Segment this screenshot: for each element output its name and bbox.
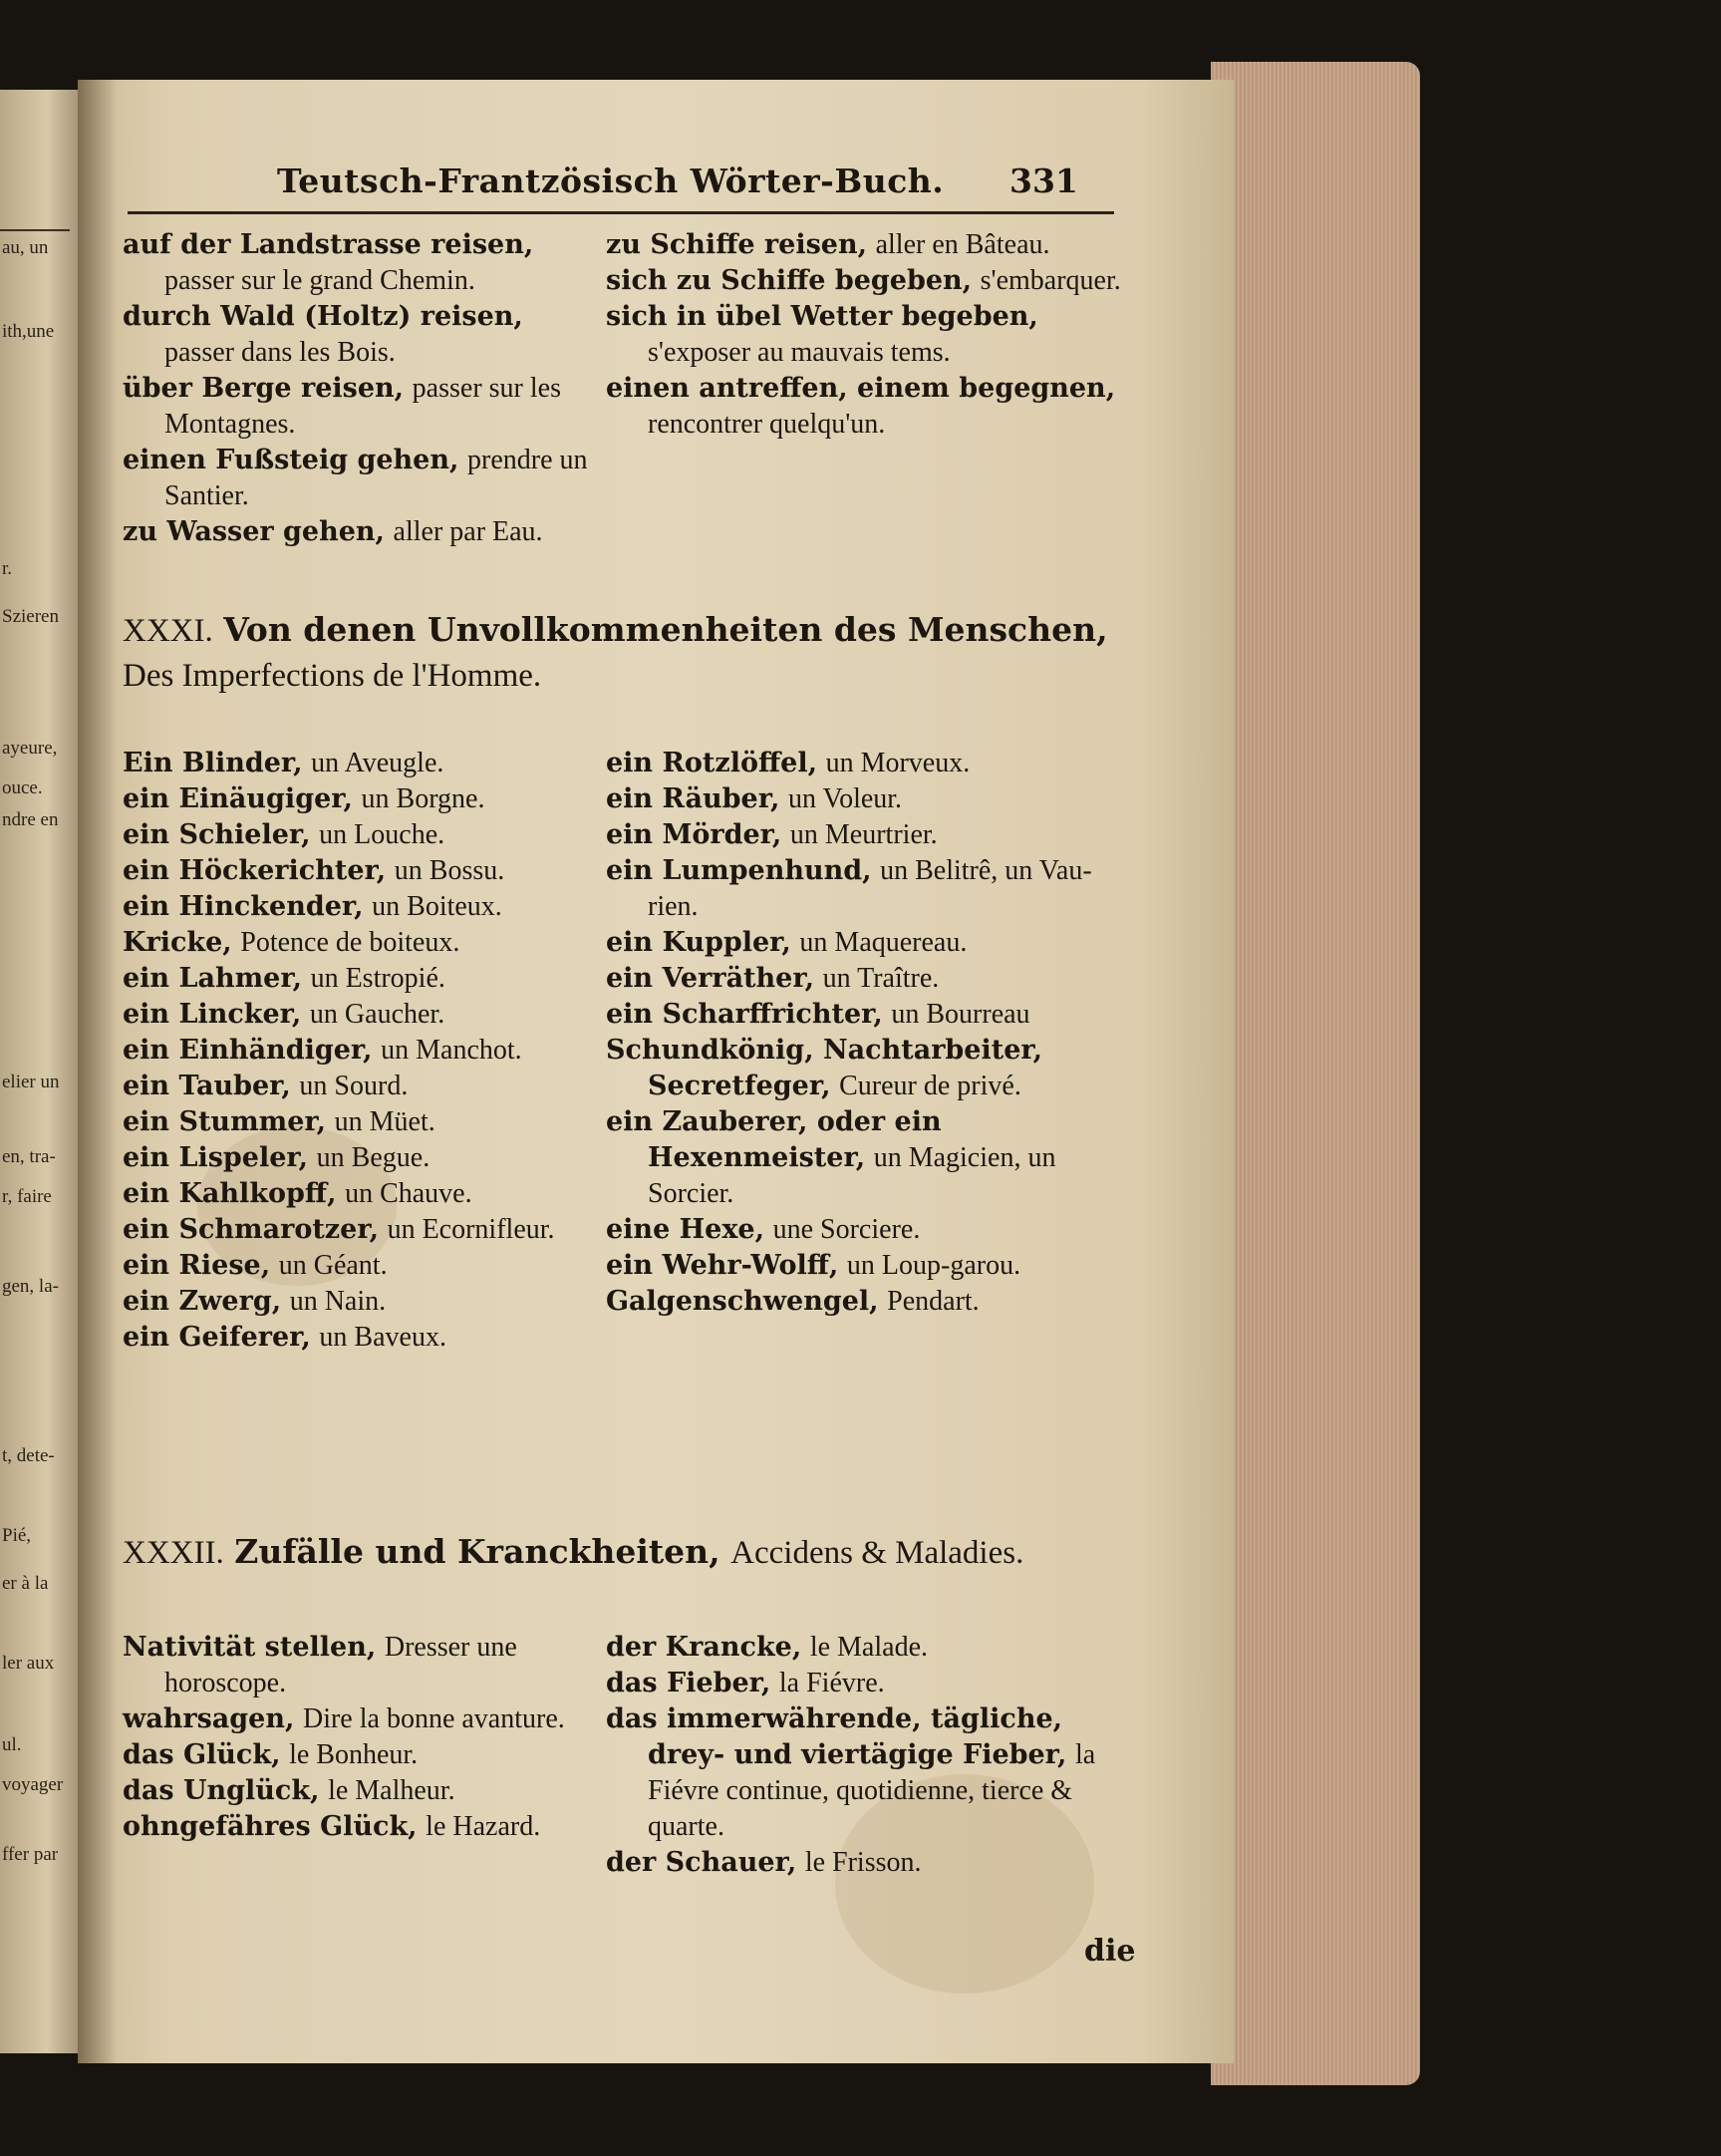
section-30-right-column [606, 227, 1124, 443]
facing-page-text: gen, la- [2, 1276, 59, 1297]
french-term: le Malade. [809, 1632, 928, 1663]
dictionary-entry [606, 1033, 1124, 1104]
running-head-title: Teutsch-Frantzösisch Wörter-Buch. [277, 161, 945, 200]
french-term: Potence de boiteux. [240, 927, 460, 958]
dictionary-entry [123, 997, 591, 1033]
dictionary-entry [606, 961, 1124, 997]
french-term: un Müet. [334, 1106, 435, 1137]
section-title-german: Von denen Unvollkommenheiten des Menschen, [223, 610, 1108, 649]
facing-page-text: ul. [2, 1734, 22, 1755]
dictionary-entry [606, 1666, 1124, 1701]
french-term: un Baveux. [319, 1322, 446, 1353]
german-term: das Unglück, [123, 1775, 320, 1806]
french-term: un Sourd. [299, 1071, 409, 1101]
spine-shadow [78, 80, 118, 2063]
french-term: Pendart. [887, 1286, 980, 1317]
french-term: aller par Eau. [393, 516, 543, 547]
header-rule [128, 211, 1114, 214]
german-term: ein Schmarotzer, [123, 1214, 379, 1245]
section-32-left-column [123, 1630, 591, 1845]
facing-page-text: ndre en [2, 809, 59, 830]
french-term: un Géant. [278, 1250, 388, 1281]
german-term: ein Höckerichter, [123, 855, 387, 886]
section-30-left-column [123, 227, 591, 550]
german-term: ein Tauber, [123, 1071, 291, 1101]
german-term: ein Kuppler, [606, 927, 791, 958]
section-title-french: Accidens & Maladies. [730, 1535, 1024, 1571]
facing-page-rule [0, 229, 70, 231]
german-term: zu Schiffe reisen, [606, 229, 867, 260]
french-term: le Bonheur. [289, 1739, 419, 1770]
section-32-right-column [606, 1630, 1124, 1881]
dictionary-entry [123, 817, 591, 853]
dictionary-entry [606, 853, 1124, 925]
french-term: un Bossu. [394, 855, 505, 886]
dictionary-entry [123, 1212, 591, 1248]
dictionary-entry [123, 1248, 591, 1284]
french-term: un Manchot. [381, 1035, 522, 1066]
dictionary-entry [123, 1284, 591, 1320]
french-term: un Belitrê, un Vau-rien. [648, 855, 1092, 922]
german-term: Kricke, [123, 927, 232, 958]
french-term: un Maquereau. [799, 927, 968, 958]
german-term: ein Wehr-Wolff, [606, 1250, 839, 1281]
german-term: ein Räuber, [606, 783, 780, 814]
dictionary-entry [123, 1069, 591, 1104]
facing-page-text: ler aux [2, 1653, 55, 1674]
german-term: sich in übel Wetter begeben, [606, 301, 1038, 332]
french-term: un Boiteux. [372, 891, 502, 922]
french-term: Dresser une horoscope. [164, 1632, 517, 1698]
dictionary-entry [123, 1701, 591, 1737]
dictionary-entry [606, 299, 1124, 371]
dictionary-entry [606, 997, 1124, 1033]
facing-page-text: au, un [2, 237, 49, 258]
french-term: aller en Bâteau. [875, 229, 1050, 260]
german-term: das Fieber, [606, 1668, 771, 1698]
dictionary-entry [606, 1104, 1124, 1212]
dictionary-entry [123, 1140, 591, 1176]
french-term: un Bourreau [891, 999, 1030, 1030]
section-31-left-column [123, 746, 591, 1356]
dictionary-entry [606, 1212, 1124, 1248]
french-term: prendre un Santier. [164, 445, 588, 511]
dictionary-entry [123, 853, 591, 889]
facing-page-text: Szieren [2, 606, 59, 627]
german-term: ein Riese, [123, 1250, 271, 1281]
german-term: das Glück, [123, 1739, 281, 1770]
dictionary-entry [123, 889, 591, 925]
german-term: ein Verräther, [606, 963, 814, 994]
dictionary-entry [123, 1033, 591, 1069]
dictionary-entry [123, 299, 591, 371]
dictionary-entry [123, 443, 591, 514]
german-term: durch Wald (Holtz) reisen, [123, 301, 523, 332]
dictionary-entry [606, 1248, 1124, 1284]
german-term: Schundkönig, Nachtarbeiter, Secretfeger, [606, 1035, 1043, 1101]
dictionary-entry [123, 514, 591, 550]
german-term: der Schauer, [606, 1847, 797, 1878]
catchword: die [1084, 1934, 1136, 1969]
section-number: XXXII. [123, 1535, 224, 1571]
french-term: un Magicien, un Sorcier. [648, 1142, 1056, 1209]
french-term: le Malheur. [328, 1775, 455, 1806]
page-block-edges [1211, 62, 1420, 2085]
section-31-right-column [606, 746, 1124, 1320]
french-term: la Fiévre. [778, 1668, 885, 1698]
french-term: un Chauve. [345, 1178, 472, 1209]
french-term: Dire la bonne avanture. [302, 1703, 565, 1734]
dictionary-entry [606, 925, 1124, 961]
german-term: ein Scharffrichter, [606, 999, 883, 1030]
dictionary-entry [606, 227, 1124, 263]
facing-page-text: ayeure, [2, 738, 58, 759]
facing-page-text: ffer par [2, 1844, 59, 1865]
french-term: un Aveugle. [311, 748, 444, 778]
german-term: ein Rotzlöffel, [606, 748, 817, 778]
french-term: un Borgne. [361, 783, 485, 814]
german-term: auf der Landstrasse reisen, [123, 229, 534, 260]
german-term: sich zu Schiffe begeben, [606, 265, 973, 296]
german-term: ein Schieler, [123, 819, 311, 850]
section-title-german: Zufälle und Kranckheiten, [234, 1532, 720, 1571]
facing-page-text: en, tra- [2, 1146, 56, 1167]
german-term: über Berge reisen, [123, 373, 405, 404]
german-term: Ein Blinder, [123, 748, 303, 778]
section-32-heading [123, 1530, 1119, 1575]
french-term: le Frisson. [804, 1847, 922, 1878]
french-term: un Nain. [289, 1286, 387, 1317]
french-term: passer sur le grand Chemin. [164, 265, 475, 296]
dictionary-entry [123, 1773, 591, 1809]
french-term: le Hazard. [426, 1811, 541, 1842]
dictionary-entry [123, 371, 591, 443]
french-term: un Loup-garou. [846, 1250, 1021, 1281]
facing-page-text: er à la [2, 1573, 49, 1594]
german-term: ein Einäugiger, [123, 783, 353, 814]
dictionary-entry [606, 746, 1124, 781]
dictionary-entry [123, 925, 591, 961]
german-term: ein Lahmer, [123, 963, 302, 994]
dictionary-entry [606, 1284, 1124, 1320]
facing-page-text: elier un [2, 1072, 60, 1092]
dictionary-entry [606, 1845, 1124, 1881]
dictionary-entry [123, 1176, 591, 1212]
german-term: ein Lumpenhund, [606, 855, 872, 886]
german-term: ein Mörder, [606, 819, 782, 850]
french-term: un Morveux. [825, 748, 971, 778]
facing-page-text: ouce. [2, 777, 43, 798]
dictionary-entry [606, 781, 1124, 817]
german-term: Galgenschwengel, [606, 1286, 879, 1317]
dictionary-entry [123, 1320, 591, 1356]
german-term: wahrsagen, [123, 1703, 295, 1734]
facing-page-text: r, faire [2, 1186, 52, 1207]
german-term: ein Hinckender, [123, 891, 364, 922]
facing-page-text: t, dete- [2, 1445, 55, 1466]
french-term: rencontrer quelqu'un. [648, 409, 886, 440]
facing-page-text: ith,une [2, 321, 55, 342]
french-term: un Voleur. [787, 783, 903, 814]
dictionary-entry [123, 1104, 591, 1140]
german-term: zu Wasser gehen, [123, 516, 385, 547]
german-term: ein Zwerg, [123, 1286, 282, 1317]
german-term: ein Stummer, [123, 1106, 327, 1137]
facing-page-text: r. [2, 558, 13, 579]
french-term: un Louche. [319, 819, 445, 850]
dictionary-entry [606, 371, 1124, 443]
french-term: Cureur de privé. [839, 1071, 1021, 1101]
dictionary-entry [123, 961, 591, 997]
german-term: Nativität stellen, [123, 1632, 377, 1663]
german-term: ein Lincker, [123, 999, 302, 1030]
french-term: une Sorciere. [772, 1214, 921, 1245]
french-term: un Traître. [822, 963, 940, 994]
german-term: ein Kahlkopff, [123, 1178, 337, 1209]
german-term: eine Hexe, [606, 1214, 765, 1245]
dictionary-entry [123, 1809, 591, 1845]
section-31-heading [123, 608, 1119, 698]
section-number: XXXI. [123, 613, 213, 649]
dictionary-entry [123, 781, 591, 817]
dictionary-entry [123, 746, 591, 781]
french-term: un Begue. [316, 1142, 430, 1173]
dictionary-entry [123, 1630, 591, 1701]
german-term: ohngefähres Glück, [123, 1811, 418, 1842]
french-term: passer dans les Bois. [164, 337, 396, 368]
facing-page-text: Pié, [2, 1525, 32, 1546]
german-term: ein Geiferer, [123, 1322, 311, 1353]
facing-page-text: voyager [2, 1774, 64, 1795]
facing-page-fragment [0, 90, 78, 2053]
french-term: un Gaucher. [309, 999, 445, 1030]
dictionary-entry [606, 1701, 1124, 1845]
book-page [78, 80, 1234, 2063]
german-term: das immerwährende, tägliche, drey- und viertägige Fieber, [606, 1703, 1067, 1770]
german-term: ein Lispeler, [123, 1142, 309, 1173]
dictionary-entry [123, 227, 591, 299]
dictionary-entry [606, 817, 1124, 853]
french-term: un Estropié. [310, 963, 445, 994]
french-term: s'exposer au mauvais tems. [648, 337, 951, 368]
page-number: 331 [1009, 161, 1078, 200]
german-term: einen Fußsteig gehen, [123, 445, 459, 475]
dictionary-entry [606, 1630, 1124, 1666]
running-head [78, 161, 1104, 211]
german-term: ein Zauberer, oder ein Hexenmeister, [606, 1106, 942, 1173]
dictionary-entry [123, 1737, 591, 1773]
german-term: der Krancke, [606, 1632, 802, 1663]
french-term: un Ecornifleur. [387, 1214, 555, 1245]
section-title-french: Des Imperfections de l'Homme. [123, 658, 542, 694]
french-term: la Fiévre continue, quotidienne, tierce & quarte. [648, 1739, 1096, 1842]
german-term: einen antreffen, einem begegnen, [606, 373, 1116, 404]
french-term: passer sur les Montagnes. [164, 373, 561, 440]
dictionary-entry [606, 263, 1124, 299]
french-term: un Meurtrier. [789, 819, 938, 850]
german-term: ein Einhändiger, [123, 1035, 373, 1066]
french-term: s'embarquer. [980, 265, 1121, 296]
